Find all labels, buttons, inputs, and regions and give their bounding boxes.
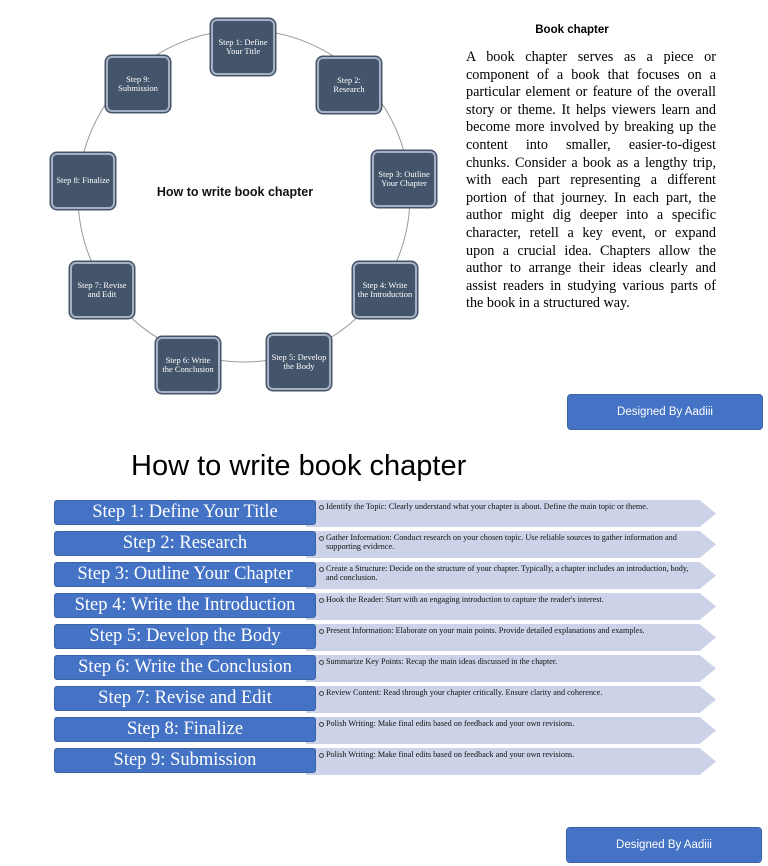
- step-row-3: [54, 562, 716, 589]
- step-label: Step 7: Revise and Edit: [54, 686, 316, 711]
- book-chapter-paragraph: A book chapter serves as a piece or component of a book that focuses on a particular element or feature of the overall story or theme. It helps viewers learn and become more involved by breaking up the content into smaller, easier-to-digest chunks. Consider a book as a lengthy trip, with each part representing a different portion of that journey. In each part, the author might dig deeper into a specific character, retell a key event, or expand upon a crucial idea. Chapters allow the author to arrange their ideas clearly and assist readers in studying various parts of the book in a structured way.: [466, 49, 716, 312]
- step-label: Step 2: Research: [54, 531, 316, 556]
- bullet-icon: [319, 660, 324, 665]
- step-label: Step 8: Finalize: [54, 717, 316, 742]
- step-description: Polish Writing: Make final edits based on feedback and your own revisions.: [326, 719, 575, 728]
- step-row-6: [54, 655, 716, 682]
- designed-by-badge-bottom: Designed By Aadiii: [566, 827, 762, 863]
- step-row-7: [54, 686, 716, 713]
- bullet-icon: [319, 598, 324, 603]
- cycle-node-step-8: Step 8: Finalize: [51, 153, 115, 209]
- cycle-center-title: How to write book chapter: [156, 185, 314, 199]
- step-description: Identify the Topic: Clearly understand what your chapter is about. Define the main topic or theme.: [326, 502, 648, 511]
- step-row-5: [54, 624, 716, 651]
- cycle-node-step-1: Step 1: Define Your Title: [211, 19, 275, 75]
- step-description: Review Content: Read through your chapter critically. Ensure clarity and coherence.: [326, 688, 603, 697]
- bullet-icon: [319, 722, 324, 727]
- step-label: Step 5: Develop the Body: [54, 624, 316, 649]
- step-row-8: [54, 717, 716, 744]
- bullet-icon: [319, 536, 324, 541]
- step-label: Step 4: Write the Introduction: [54, 593, 316, 618]
- step-row-1: [54, 500, 716, 527]
- cycle-node-step-3: Step 3: Outline Your Chapter: [372, 151, 436, 207]
- step-label: Step 9: Submission: [54, 748, 316, 773]
- step-description: Gather Information: Conduct research on your chosen topic. Use reliable sources to gather information and supporting evidence.: [326, 533, 677, 551]
- step-description: Hook the Reader: Start with an engaging introduction to capture the reader's interest.: [326, 595, 604, 604]
- cycle-node-step-4: Step 4: Write the Introduction: [353, 262, 417, 318]
- bullet-icon: [319, 691, 324, 696]
- list-title: How to write book chapter: [131, 450, 467, 482]
- book-chapter-heading: Book chapter: [535, 24, 609, 36]
- designed-by-badge-top: Designed By Aadiii: [567, 394, 763, 430]
- cycle-node-step-6: Step 6: Write the Conclusion: [156, 337, 220, 393]
- step-row-4: [54, 593, 716, 620]
- cycle-node-step-5: Step 5: Develop the Body: [267, 334, 331, 390]
- step-description: Polish Writing: Make final edits based on feedback and your own revisions.: [326, 750, 575, 759]
- cycle-node-step-9: Step 9: Submission: [106, 56, 170, 112]
- step-label: Step 6: Write the Conclusion: [54, 655, 316, 680]
- bullet-icon: [319, 567, 324, 572]
- step-description: Create a Structure: Decide on the structure of your chapter. Typically, a chapter includes an introduction, body, and conclusion.: [326, 564, 689, 582]
- bullet-icon: [319, 753, 324, 758]
- cycle-node-step-2: Step 2: Research: [317, 57, 381, 113]
- step-description: Summarize Key Points: Recap the main ideas discussed in the chapter.: [326, 657, 558, 666]
- step-row-9: [54, 748, 716, 775]
- step-description: Present Information: Elaborate on your main points. Provide detailed explanations and examples.: [326, 626, 645, 635]
- bullet-icon: [319, 505, 324, 510]
- step-label: Step 1: Define Your Title: [54, 500, 316, 525]
- step-label: Step 3: Outline Your Chapter: [54, 562, 316, 587]
- cycle-node-step-7: Step 7: Revise and Edit: [70, 262, 134, 318]
- bullet-icon: [319, 629, 324, 634]
- step-row-2: [54, 531, 716, 558]
